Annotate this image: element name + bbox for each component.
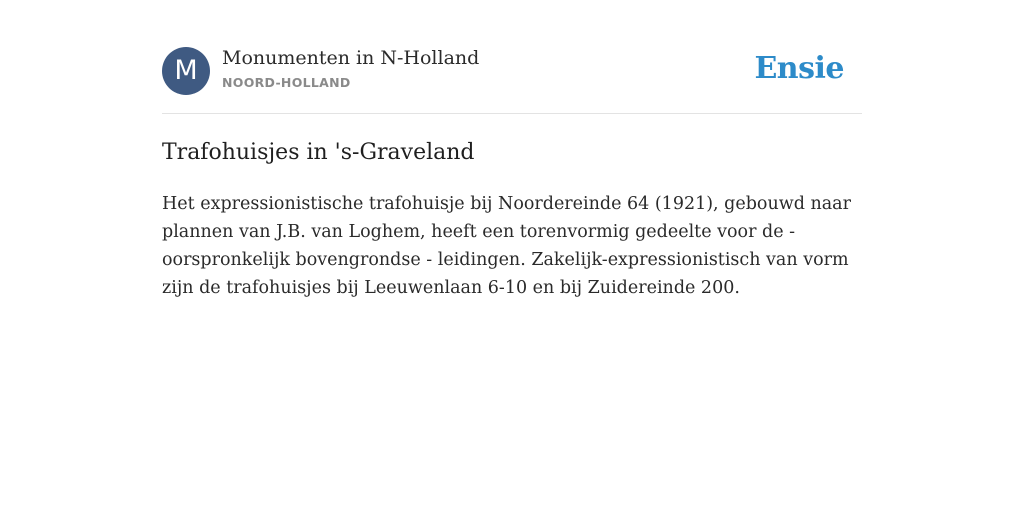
entry-body: Het expressionistische trafohuisje bij Noordereinde 64 (1921), gebouwd naar plannen van J.B. van Loghem, heeft een torenvormig gedeelte voor de - oorspronkelijk bovengrondse - leidingen. Zakelijk-expressionistisch van vorm zijn de trafohuisjes bij Leeuwenlaan 6-10 en bij Zuidereinde 200. (162, 194, 851, 298)
entry-title: Trafohuisjes in 's-Graveland (162, 140, 475, 165)
avatar[interactable]: M (162, 47, 210, 95)
entry-card (162, 0, 862, 298)
entry-header (162, 0, 862, 114)
author-name[interactable]: Monumenten in N-Holland (222, 47, 480, 69)
author-location: NOORD-HOLLAND (222, 75, 351, 90)
ensie-logo[interactable]: Ensie (754, 51, 844, 86)
